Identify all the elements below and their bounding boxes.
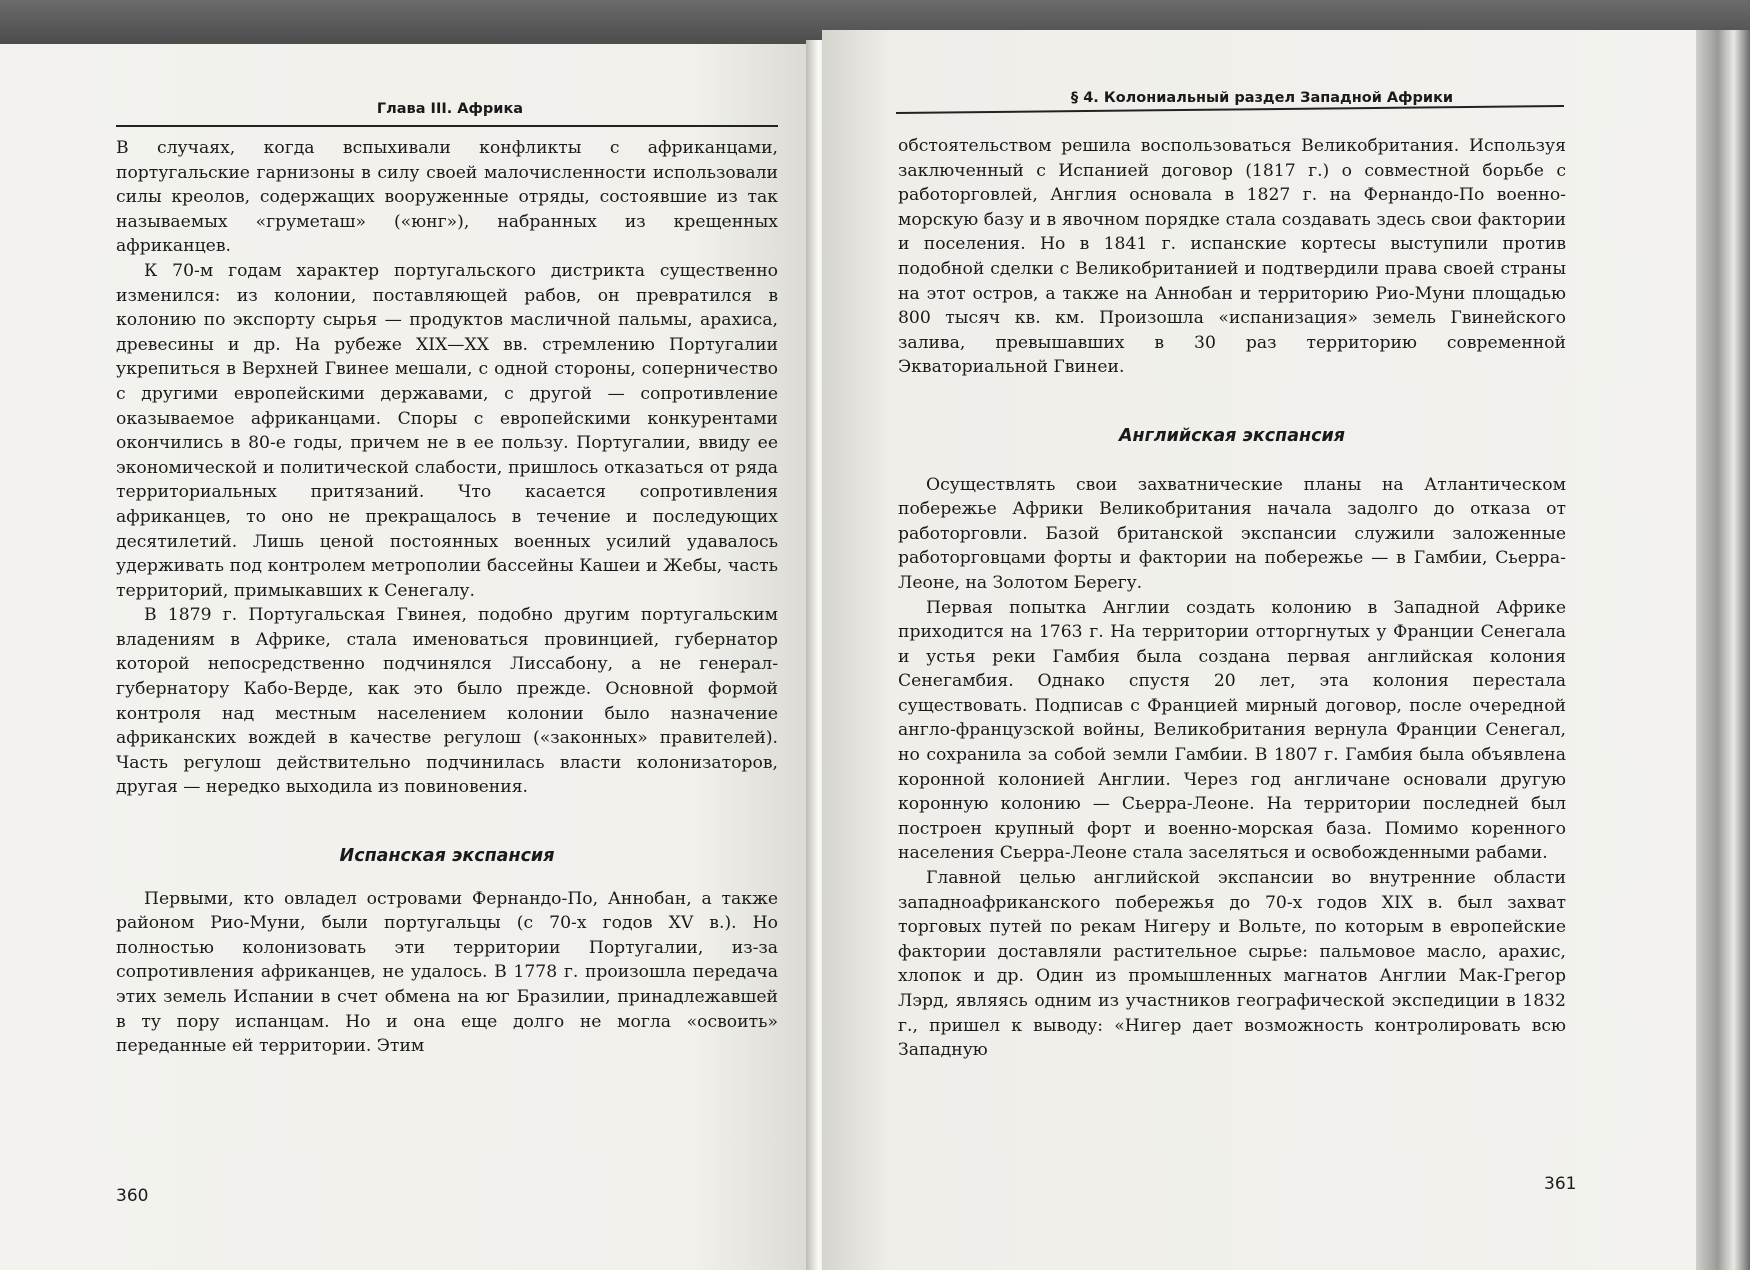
left-column: [116, 136, 778, 1059]
right-page: [822, 30, 1696, 1270]
right-column: [898, 134, 1566, 1063]
left-paragraph-4: Первыми, кто овладел островами Фернандо-По, Аннобан, а также районом Рио-Муни, были португальцы (с 70-х годов XV в.). Но полностью колонизовать эти территории Португалии, из-за сопротивления африканцев, не удалось. В 1778 г. произошла передача этих земель Испании в счет обмена на юг Бразилии, принадлежавшей в ту пору испанцам. Но и она еще долго не могла «освоить» переданные ей территории. Этим: [116, 888, 778, 1057]
section-heading-english: Английская экспансия: [1119, 425, 1345, 446]
header-rule-left: [116, 125, 778, 127]
right-paragraph-3: Первая попытка Англии создать колонию в Западной Африке приходится на 1763 г. На территории отторгнутых у Франции Сенегала и устья реки Гамбия была создана первая английская колония Сенегамбия. Однако спустя 20 лет, эта колония перестала существовать. Подписав с Францией мирный договор, после очередной англо-французской войны, Великобритания вернула Франции Сенегал, но сохранила за собой земли Гамбии. В 1807 г. Гамбия была объявлена коронной колонией Англии. Через год англичане основали другую коронную колонию — Сьерра-Леоне. На территории последней был построен крупный форт и военно-морская база. Помимо коренного населения Сьерра-Леоне стала заселяться и освобожденными рабами.: [898, 597, 1566, 864]
page-number-right: 361: [1544, 1174, 1577, 1194]
book-right-edge: [1696, 30, 1750, 1270]
left-paragraph-3: В 1879 г. Португальская Гвинея, подобно другим португальским владениям в Африке, стала именоваться провинцией, губернатор которой непосредственно подчинялся Лиссабону, а не генерал-губернатору Кабо-Верде, как это было прежде. Основной формой контроля над местным населением колонии было назначение африканских вождей в качестве регулош («законных» правителей). Часть регулош действительно подчинилась власти колонизаторов, другая — нередко выходила из повиновения.: [116, 605, 778, 798]
right-paragraph-1: обстоятельством решила воспользоваться Великобритания. Используя заключенный с Испанией договор (1817 г.) о совместной борьбе с работорговлей, Англия основала в 1827 г. на Фернандо-По военно-морскую базу и в явочном порядке стала создавать здесь свои фактории и поселения. Но в 1841 г. испанские кортесы выступили против подобной сделки с Великобританией и подтвердили права своей страны на этот остров, а также на Аннобан и территорию Рио-Муни площадью 800 тысяч кв. км. Произошла «испанизация» земель Гвинейского залива, превышавших в 30 раз территорию современной Экваториальной Гвинеи.: [898, 136, 1566, 378]
running-head-left: Глава III. Африка: [376, 101, 524, 117]
left-paragraph-2: К 70-м годам характер португальского дистрикта существенно изменился: из колонии, поставляющей рабов, он превратился в колонию по экспорту сырья — продуктов масличной пальмы, арахиса, древесины и др. На рубеже XIX—XX вв. стремлению Португалии укрепиться в Верхней Гвинее мешали, с одной стороны, соперничество с другими европейскими державами, с другой — сопротивление оказываемое африканцами. Споры с европейскими конкурентами окончились в 80-е годы, причем не в ее пользу. Португалии, ввиду ее экономической и политической слабости, пришлось отказаться от ряда территориальных притязаний. Что касается сопротивления африканцев, то оно не прекращалось в течение и последующих десятилетий. Лишь ценой постоянных военных усилий удавалось удерживать под контролем метрополии бассейны Кашеи и Жебы, часть территорий, примыкавших к Сенегалу.: [116, 260, 778, 601]
running-head-right: § 4. Колониальный раздел Западной Африки: [1070, 90, 1454, 106]
section-heading-spanish: Испанская экспансия: [339, 846, 555, 867]
right-paragraph-2: Осуществлять свои захватнические планы на Атлантическом побережье Африки Великобритания начала задолго до отказа от работорговли. Базой британской экспансии служили заложенные работорговцами форты и фактории на побережье — в Гамбии, Сьерра-Леоне, на Золотом Берегу.: [898, 474, 1566, 593]
left-paragraph-1: В случаях, когда вспыхивали конфликты с африканцами, португальские гарнизоны в силу своей малочисленности использовали силы креолов, содержащих вооруженные отряды, состоявшие из так называемых «груметаш» («юнг»), набранных из крещенных африканцев.: [116, 138, 778, 257]
left-page: [0, 44, 820, 1270]
page-number-left: 360: [116, 1186, 149, 1206]
right-paragraph-4: Главной целью английской экспансии во внутренние области западноафриканского побережья до 70-х годов XIX в. был захват торговых путей по рекам Нигеру и Вольте, по которым в европейские фактории доставляли растительное сырье: пальмовое масло, арахис, хлопок и др. Один из промышленных магнатов Англии Мак-Грегор Лэрд, являясь одним из участников географической экспедиции в 1832 г., пришел к выводу: «Нигер дает возможность контролировать всю Западную: [898, 868, 1566, 1061]
header-rule-right: [896, 105, 1564, 114]
